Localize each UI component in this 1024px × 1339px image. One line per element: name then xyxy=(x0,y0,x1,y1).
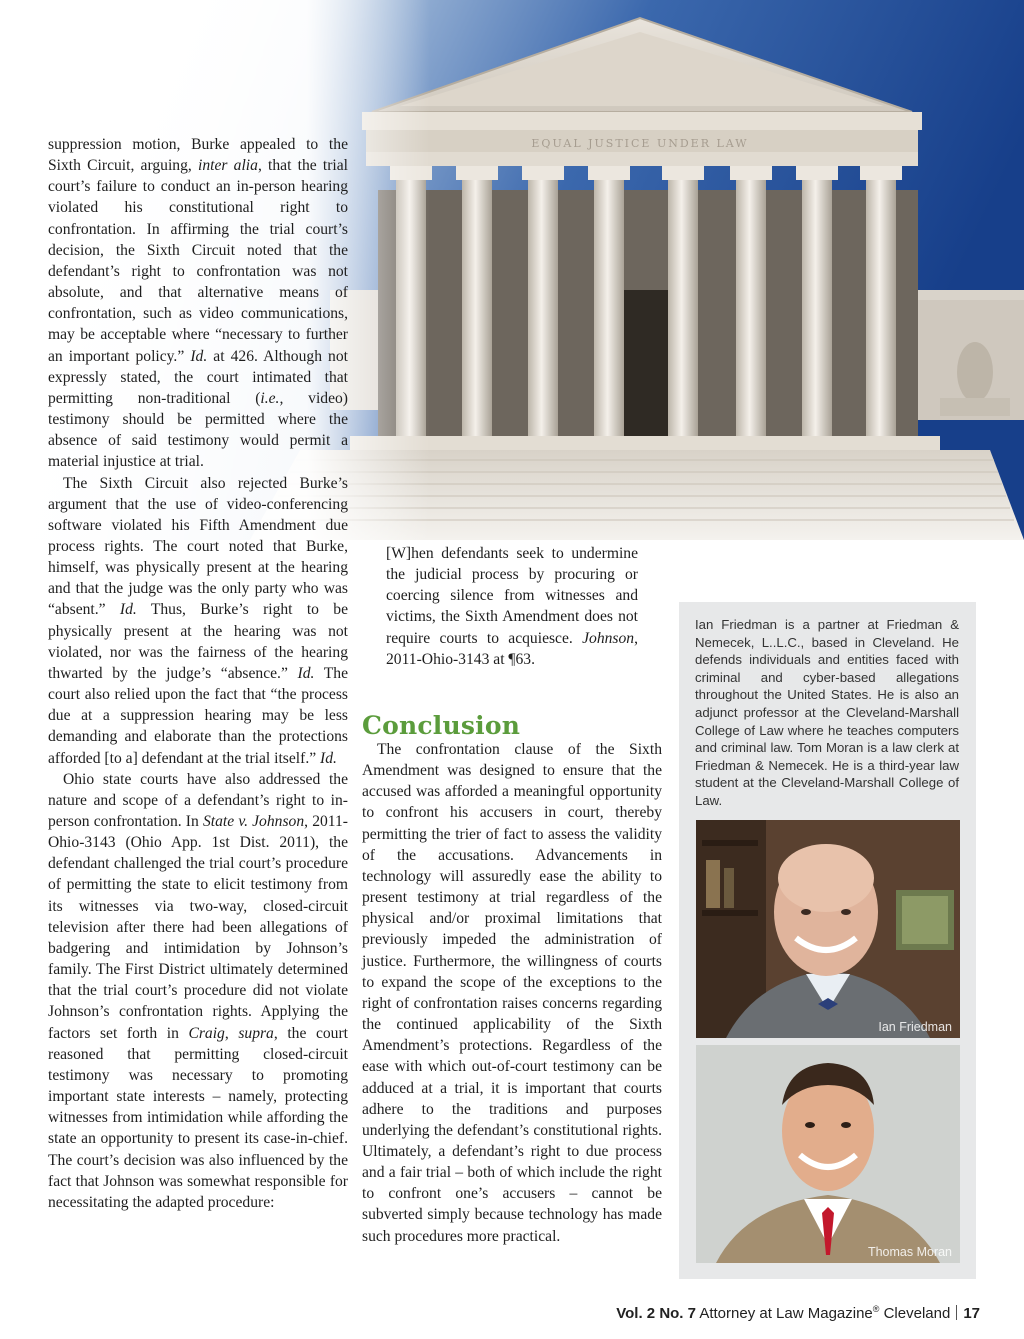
author-bio-text: Ian Friedman is a partner at Friedman & Nemecek, L..L.C., based in Cleveland. He defends individuals and entities faced with criminal and cyber-based allegations throughout the United States. He is also an adjunct professor at the Cleveland-Marshall College of Law where he teaches computers and criminal law. Tom Moran is a law clerk at Friedman & Nemecek. He is a third-year law student at the Cleveland-Marshall College of Law. xyxy=(695,617,959,808)
author-photo-thomas-moran xyxy=(696,1045,960,1263)
registered-mark: ® xyxy=(872,1304,880,1314)
author-photo-ian-friedman xyxy=(696,820,960,1038)
city-name: Cleveland xyxy=(883,1305,951,1322)
author-bio-panel xyxy=(679,602,976,1279)
paragraph: The confrontation clause of the Sixth Amendment was designed to ensure that the accused was afforded a meaningful opportunity to confront his accusers in court, thereby permitting the trier of fact to assess the validity of the accusations. Advancements in technology will assuredly ease the ability to present testimony at trial regardless of the physical and/or proximal limitations that previously impeded the administration of justice. Furthermore, the willingness of courts to expand the scope of the exceptions to the right of confrontation raises concerns regarding the continued applicability of the Sixth Amendment’s protections. Regardless of the ease with which out-of-court testimony can be adduced at a trial, it is important that courts adhere to the traditions and purposes underlying the defendant’s constitutional rights. Ultimately, a defendant’s right to due process and a fair trial – both of which include the right to confront one’s accusers – cannot be subverted simply because technology has made such procedures more practical. xyxy=(362,741,662,1245)
photo-caption: Thomas Moran xyxy=(867,1245,952,1259)
conclusion-heading: Conclusion xyxy=(362,711,521,740)
paragraph: suppression motion, Burke appealed to the Sixth Circuit, arguing, inter alia, that the trial court’s failure to conduct an in-person hearing violated his constitutional right to confrontation. In affirming the trial court’s decision, the Sixth Circuit noted that the defendant’s right to confrontation was not absolute, and that alternative means of confrontation, such as video communications, may be acceptable where “necessary to further an important policy.” Id. at 426. Although not expressly stated, the court intimated that permitting non-traditional (i.e., video) testimony should be permitted where the absence of said testimony would permit a material injustice at trial. xyxy=(48,136,349,471)
article-column-middle xyxy=(362,739,662,1247)
paragraph: Ohio state courts have also addressed the nature and scope of a defendant’s right to in-person confrontation. In State v. Johnson, 2011-Ohio-3143 (Ohio App. 1st Dist. 2011), the defendant challenged the trial court’s procedure of permitting the state to elicit testimony from its witnesses via two-way, closed-circuit television after there had been allegations of badgering and intimidation by Johnson’s family. The First District ultimately determined that the trial court’s procedure did not violate Johnson’s confrontation rights. Applying the factors set forth in Craig, supra, the court reasoned that permitting closed-circuit testimony was necessary to promoting important state interests – namely, protecting witnesses from intimidation while affording the state an opportunity to present its case-in-chief. The court’s decision was also influenced by the fact that Johnson was somewhat responsible for necessitating the adapted procedure: xyxy=(48,770,348,1211)
magazine-name: Attorney at Law Magazine xyxy=(699,1305,873,1322)
page-footer xyxy=(616,1304,980,1322)
paragraph: The Sixth Circuit also rejected Burke’s argument that the use of video-conferencing software violated his Fifth Amendment due process rights. The court noted that Burke, himself, was physically present at the hearing and that the judge was the only party who was “absent.” Id. Thus, Burke’s right to be physically present at the hearing was not violated, nor was the fairness of the hearing thwarted by the judge’s “absence.” Id. The court also relied upon the fact that “the process due at a suppression hearing may be less demanding and elaborate than the protections afforded [to a] defendant at the trial itself.” Id. xyxy=(48,474,348,767)
issue-number: Vol. 2 No. 7 xyxy=(616,1305,696,1322)
photo-caption: Ian Friedman xyxy=(878,1020,952,1034)
page-number: 17 xyxy=(963,1305,980,1322)
footer-divider xyxy=(956,1305,957,1320)
article-column-left xyxy=(48,134,348,1213)
block-quote: [W]hen defendants seek to undermine the judicial process by procuring or coercing silence from witnesses and victims, the Sixth Amendment does not require courts to acquiesce. Johnson, 2011-Ohio-3143 at ¶63. xyxy=(386,545,638,668)
